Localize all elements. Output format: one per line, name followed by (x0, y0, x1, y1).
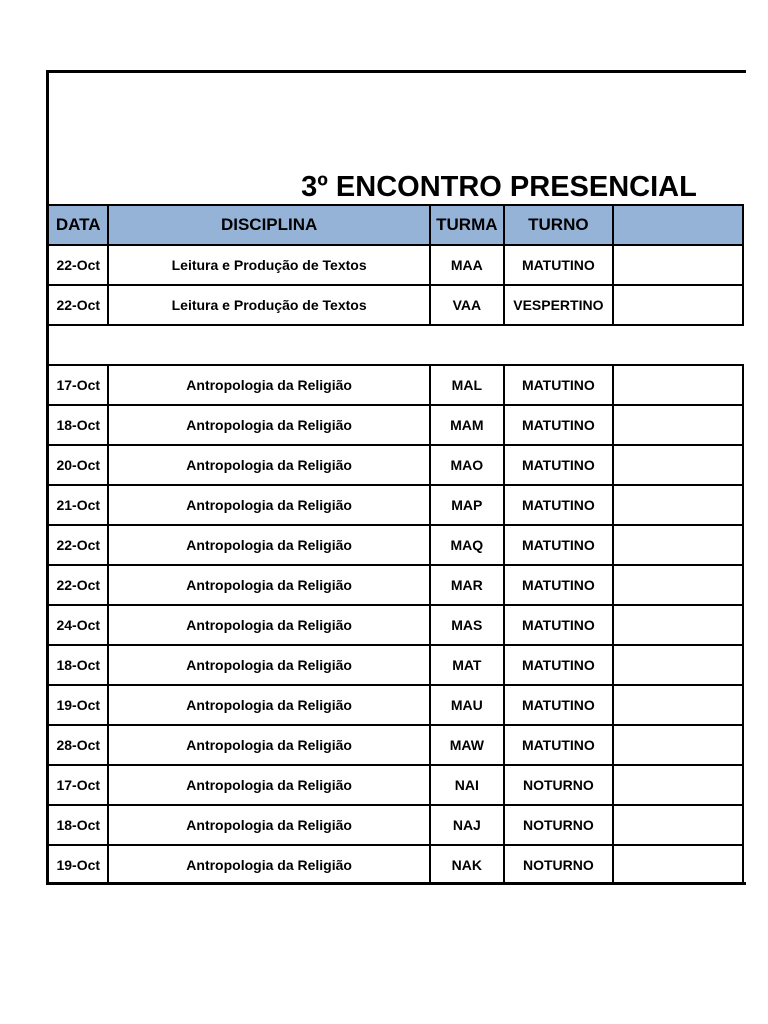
cell-turma: NAK (430, 845, 504, 885)
cell-turno: MATUTINO (504, 485, 613, 525)
cell-data: 21-Oct (48, 485, 108, 525)
cell-data: 28-Oct (48, 725, 108, 765)
cell-extra (613, 645, 743, 685)
table-row (48, 765, 743, 805)
cell-turma: MAP (430, 485, 504, 525)
cell-turma: MAT (430, 645, 504, 685)
header-data: DATA (48, 205, 108, 245)
table-row (48, 365, 743, 405)
table-row (48, 565, 743, 605)
spreadsheet-page (46, 70, 746, 885)
cell-turma: NAJ (430, 805, 504, 845)
cell-extra (613, 245, 743, 285)
cell-data: 22-Oct (48, 245, 108, 285)
cell-extra (613, 685, 743, 725)
page-title: 3º ENCONTRO PRESENCIAL (301, 171, 697, 203)
cell-turma: MAU (430, 685, 504, 725)
cell-turma: VAA (430, 285, 504, 325)
cell-turma: MAM (430, 405, 504, 445)
cell-data: 24-Oct (48, 605, 108, 645)
header-extra (613, 205, 743, 245)
cell-turno: MATUTINO (504, 725, 613, 765)
cell-extra (613, 565, 743, 605)
cell-turma: MAO (430, 445, 504, 485)
cell-disciplina: Antropologia da Religião (108, 565, 429, 605)
cell-extra (613, 725, 743, 765)
cell-data: 22-Oct (48, 565, 108, 605)
cell-extra (613, 845, 743, 885)
cell-data: 18-Oct (48, 805, 108, 845)
table-row (48, 285, 743, 325)
cell-extra (613, 285, 743, 325)
cell-disciplina: Antropologia da Religião (108, 365, 429, 405)
table-row (48, 485, 743, 525)
cell-disciplina: Antropologia da Religião (108, 485, 429, 525)
cell-data: 18-Oct (48, 405, 108, 445)
cell-turno: MATUTINO (504, 525, 613, 565)
cell-turno: NOTURNO (504, 765, 613, 805)
cell-turno: MATUTINO (504, 405, 613, 445)
cell-turma: MAA (430, 245, 504, 285)
table-row (48, 685, 743, 725)
cell-disciplina: Antropologia da Religião (108, 765, 429, 805)
cell-disciplina: Antropologia da Religião (108, 525, 429, 565)
header-turno: TURNO (504, 205, 613, 245)
cell-turma: MAW (430, 725, 504, 765)
cell-data: 22-Oct (48, 285, 108, 325)
cell-disciplina: Leitura e Produção de Textos (108, 245, 429, 285)
table-row (48, 605, 743, 645)
table-row (48, 805, 743, 845)
cell-data: 17-Oct (48, 765, 108, 805)
header-row (48, 205, 743, 245)
table-row (48, 725, 743, 765)
cell-turno: MATUTINO (504, 645, 613, 685)
table-row (48, 645, 743, 685)
spacer-row (48, 325, 743, 365)
cell-disciplina: Antropologia da Religião (108, 845, 429, 885)
cell-turma: NAI (430, 765, 504, 805)
spacer-cell (48, 325, 743, 365)
table-row (48, 405, 743, 445)
cell-disciplina: Antropologia da Religião (108, 685, 429, 725)
cell-data: 19-Oct (48, 685, 108, 725)
cell-turno: MATUTINO (504, 445, 613, 485)
header-disciplina: DISCIPLINA (108, 205, 429, 245)
cell-turno: MATUTINO (504, 565, 613, 605)
cell-turno: MATUTINO (504, 365, 613, 405)
cell-extra (613, 365, 743, 405)
cell-extra (613, 485, 743, 525)
cell-turma: MAL (430, 365, 504, 405)
cell-turno: NOTURNO (504, 805, 613, 845)
cell-extra (613, 765, 743, 805)
cell-extra (613, 405, 743, 445)
header-turma: TURMA (430, 205, 504, 245)
cell-disciplina: Antropologia da Religião (108, 445, 429, 485)
cell-turno: MATUTINO (504, 605, 613, 645)
table-row (48, 845, 743, 885)
cell-turno: MATUTINO (504, 245, 613, 285)
cell-turno: MATUTINO (504, 685, 613, 725)
cell-data: 20-Oct (48, 445, 108, 485)
cell-disciplina: Antropologia da Religião (108, 725, 429, 765)
cell-data: 17-Oct (48, 365, 108, 405)
cell-data: 22-Oct (48, 525, 108, 565)
cell-turma: MAR (430, 565, 504, 605)
cell-data: 18-Oct (48, 645, 108, 685)
cell-disciplina: Antropologia da Religião (108, 605, 429, 645)
table-row (48, 525, 743, 565)
cell-extra (613, 445, 743, 485)
cell-disciplina: Antropologia da Religião (108, 805, 429, 845)
table-row (48, 245, 743, 285)
table-row (48, 445, 743, 485)
cell-disciplina: Antropologia da Religião (108, 405, 429, 445)
cell-turno: NOTURNO (504, 845, 613, 885)
schedule-table (47, 204, 744, 885)
cell-turno: VESPERTINO (504, 285, 613, 325)
cell-extra (613, 525, 743, 565)
cell-turma: MAS (430, 605, 504, 645)
cell-turma: MAQ (430, 525, 504, 565)
cell-disciplina: Antropologia da Religião (108, 645, 429, 685)
cell-extra (613, 605, 743, 645)
cell-extra (613, 805, 743, 845)
cell-data: 19-Oct (48, 845, 108, 885)
cell-disciplina: Leitura e Produção de Textos (108, 285, 429, 325)
